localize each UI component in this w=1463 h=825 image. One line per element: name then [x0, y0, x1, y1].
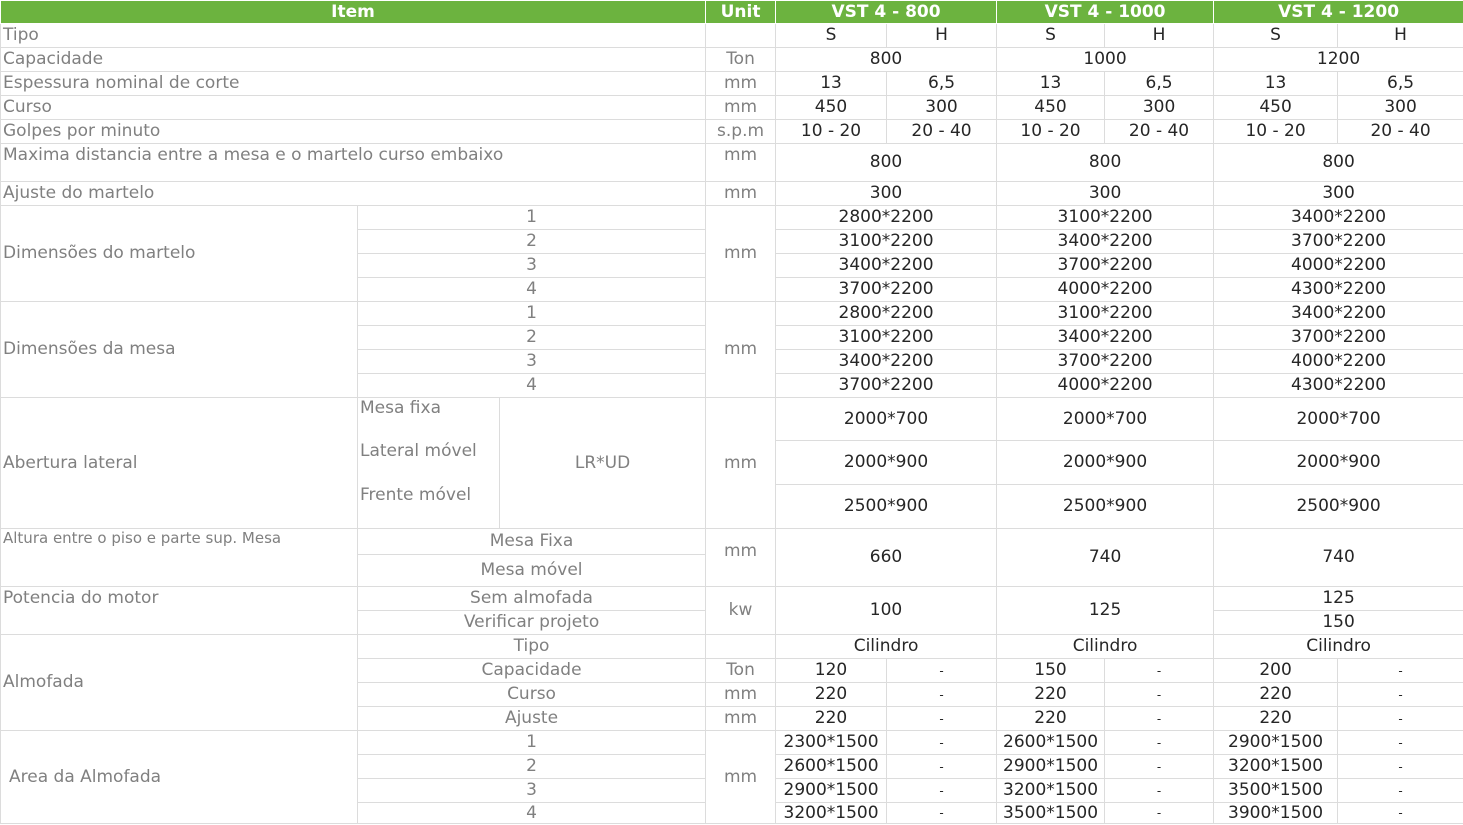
value-cell: H: [1105, 24, 1214, 48]
value-cell: 3700*2200: [1214, 230, 1463, 254]
value-cell: 2500*900: [776, 485, 997, 529]
value-cell: 2000*900: [997, 441, 1214, 485]
sub-label: 2: [358, 230, 706, 254]
value-cell: 1000: [997, 48, 1214, 72]
unit-cell: Ton: [706, 48, 776, 72]
unit-cell: [706, 635, 776, 659]
value-cell: 3400*2200: [1214, 302, 1463, 326]
value-cell: Cilindro: [997, 635, 1214, 659]
value-cell: -: [1105, 803, 1214, 824]
value-cell: -: [887, 803, 997, 824]
value-cell: Cilindro: [1214, 635, 1463, 659]
note-label: LR*UD: [500, 398, 706, 529]
row-golpes: [1, 120, 1463, 144]
value-cell: -: [1105, 659, 1214, 683]
value-cell: 2000*900: [776, 441, 997, 485]
sub-label: 4: [358, 803, 706, 824]
row-abertura: [1, 398, 1463, 441]
unit-cell: kw: [706, 587, 776, 635]
unit-cell: Ton: [706, 659, 776, 683]
value-cell: 2600*1500: [776, 755, 887, 779]
sub-label: 3: [358, 254, 706, 278]
value-cell: 740: [1214, 529, 1463, 587]
value-cell: 3700*2200: [776, 278, 997, 302]
value-cell: 450: [997, 96, 1105, 120]
header-model: VST 4 - 1000: [997, 1, 1214, 24]
value-cell: 2000*700: [1214, 398, 1463, 441]
value-cell: 10 - 20: [997, 120, 1105, 144]
value-cell: 220: [776, 683, 887, 707]
row-label: Abertura lateral: [1, 398, 358, 529]
unit-cell: mm: [706, 302, 776, 398]
value-cell: 20 - 40: [887, 120, 997, 144]
row-label: Maxima distancia entre a mesa e o martelo curso embaixo: [1, 144, 706, 182]
value-cell: Cilindro: [776, 635, 997, 659]
value-cell: 3700*2200: [776, 374, 997, 398]
value-cell: 3100*2200: [776, 326, 997, 350]
value-cell: 220: [997, 683, 1105, 707]
value-cell: S: [1214, 24, 1338, 48]
value-cell: 4300*2200: [1214, 278, 1463, 302]
unit-cell: mm: [706, 683, 776, 707]
value-cell: 4000*2200: [1214, 254, 1463, 278]
value-cell: -: [1105, 683, 1214, 707]
sub-label: 4: [358, 278, 706, 302]
value-cell: 20 - 40: [1338, 120, 1463, 144]
sub-label: Mesa móvel: [358, 555, 706, 587]
unit-cell: mm: [706, 72, 776, 96]
value-cell: 220: [776, 707, 887, 731]
row-almofada: [1, 635, 1463, 659]
sub-label: Ajuste: [358, 707, 706, 731]
value-cell: 3900*1500: [1214, 803, 1338, 824]
unit-cell: [706, 24, 776, 48]
row-label: Potencia do motor: [1, 587, 358, 635]
value-cell: 2500*900: [1214, 485, 1463, 529]
value-cell: 450: [776, 96, 887, 120]
row-label: Dimensões da mesa: [1, 302, 358, 398]
value-cell: -: [1338, 755, 1463, 779]
value-cell: 660: [776, 529, 997, 587]
value-cell: 4000*2200: [1214, 350, 1463, 374]
value-cell: 3400*2200: [776, 254, 997, 278]
value-cell: 3100*2200: [997, 302, 1214, 326]
value-cell: -: [1338, 683, 1463, 707]
row-area: [1, 731, 1463, 755]
sub-label: 1: [358, 206, 706, 230]
row-espessura: [1, 72, 1463, 96]
unit-cell: mm: [706, 707, 776, 731]
unit-cell: mm: [706, 529, 776, 587]
value-cell: 300: [1214, 182, 1463, 206]
value-cell: -: [1338, 731, 1463, 755]
value-cell: 220: [1214, 707, 1338, 731]
header-row: [1, 1, 1463, 24]
value-cell: -: [887, 731, 997, 755]
value-cell: 4000*2200: [997, 374, 1214, 398]
value-cell: 3400*2200: [776, 350, 997, 374]
value-cell: 13: [776, 72, 887, 96]
value-cell: 2900*1500: [1214, 731, 1338, 755]
value-cell: 450: [1214, 96, 1338, 120]
value-cell: 3500*1500: [997, 803, 1105, 824]
value-cell: 800: [776, 48, 997, 72]
value-cell: 6,5: [1105, 72, 1214, 96]
value-cell: -: [1105, 755, 1214, 779]
row-mesa: [1, 302, 1463, 326]
value-cell: 2000*700: [776, 398, 997, 441]
row-capacidade: [1, 48, 1463, 72]
value-cell: 100: [776, 587, 997, 635]
value-cell: 125: [1214, 587, 1463, 611]
value-cell: 20 - 40: [1105, 120, 1214, 144]
value-cell: 800: [1214, 144, 1463, 182]
row-maxdist: [1, 144, 1463, 182]
sub-label: Curso: [358, 683, 706, 707]
value-cell: 2600*1500: [997, 731, 1105, 755]
row-label: Golpes por minuto: [1, 120, 706, 144]
value-cell: 13: [1214, 72, 1338, 96]
value-cell: 3700*2200: [997, 350, 1214, 374]
value-cell: 6,5: [1338, 72, 1463, 96]
row-label: Area da Almofada: [1, 731, 358, 824]
value-cell: 150: [997, 659, 1105, 683]
header-model: VST 4 - 1200: [1214, 1, 1463, 24]
row-label: Ajuste do martelo: [1, 182, 706, 206]
value-cell: 125: [997, 587, 1214, 635]
row-ajuste: [1, 182, 1463, 206]
value-cell: -: [1338, 803, 1463, 824]
value-cell: 2500*900: [997, 485, 1214, 529]
value-cell: 120: [776, 659, 887, 683]
value-cell: H: [887, 24, 997, 48]
row-label: Almofada: [1, 635, 358, 731]
sub-label: 4: [358, 374, 706, 398]
value-cell: 3500*1500: [1214, 779, 1338, 803]
value-cell: 3200*1500: [997, 779, 1105, 803]
value-cell: -: [1105, 779, 1214, 803]
sub-label: 1: [358, 302, 706, 326]
row-label: Dimensões do martelo: [1, 206, 358, 302]
value-cell: -: [887, 659, 997, 683]
value-cell: 3400*2200: [997, 230, 1214, 254]
value-cell: 300: [776, 182, 997, 206]
value-cell: 220: [997, 707, 1105, 731]
sub-label: Mesa Fixa: [358, 529, 706, 555]
sub-label: Tipo: [358, 635, 706, 659]
header-model: VST 4 - 800: [776, 1, 997, 24]
value-cell: 4000*2200: [997, 278, 1214, 302]
unit-cell: mm: [706, 398, 776, 529]
unit-cell: mm: [706, 206, 776, 302]
sub-label: 3: [358, 779, 706, 803]
value-cell: 740: [997, 529, 1214, 587]
row-martelo: [1, 206, 1463, 230]
value-cell: 800: [997, 144, 1214, 182]
value-cell: H: [1338, 24, 1463, 48]
value-cell: 2900*1500: [776, 779, 887, 803]
sub-label: Sem almofada: [358, 587, 706, 611]
row-potencia: [1, 587, 1463, 611]
value-cell: 4300*2200: [1214, 374, 1463, 398]
sub-label: 1: [358, 731, 706, 755]
value-cell: 300: [887, 96, 997, 120]
row-label: Altura entre o piso e parte sup. Mesa: [1, 529, 358, 587]
row-label: Espessura nominal de corte: [1, 72, 706, 96]
value-cell: S: [776, 24, 887, 48]
sub-label: Verificar projeto: [358, 611, 706, 635]
value-cell: 3400*2200: [997, 326, 1214, 350]
value-cell: 3100*2200: [997, 206, 1214, 230]
value-cell: 2300*1500: [776, 731, 887, 755]
value-cell: 200: [1214, 659, 1338, 683]
row-label: Tipo: [1, 24, 706, 48]
row-label: Curso: [1, 96, 706, 120]
value-cell: 2000*700: [997, 398, 1214, 441]
value-cell: 3200*1500: [1214, 755, 1338, 779]
value-cell: 10 - 20: [776, 120, 887, 144]
sub-label: Capacidade: [358, 659, 706, 683]
value-cell: 13: [997, 72, 1105, 96]
sub-label: 3: [358, 350, 706, 374]
unit-cell: mm: [706, 731, 776, 824]
value-cell: 10 - 20: [1214, 120, 1338, 144]
value-cell: 3400*2200: [1214, 206, 1463, 230]
unit-cell: mm: [706, 144, 776, 182]
value-cell: 300: [997, 182, 1214, 206]
value-cell: 6,5: [887, 72, 997, 96]
value-cell: -: [887, 683, 997, 707]
value-cell: 300: [1105, 96, 1214, 120]
row-label: Capacidade: [1, 48, 706, 72]
sub-label: 2: [358, 755, 706, 779]
value-cell: -: [1338, 779, 1463, 803]
value-cell: 220: [1214, 683, 1338, 707]
value-cell: 3100*2200: [776, 230, 997, 254]
value-cell: 3700*2200: [1214, 326, 1463, 350]
sub-label: 2: [358, 326, 706, 350]
header-item: Item: [1, 1, 706, 24]
value-cell: 1200: [1214, 48, 1463, 72]
value-cell: -: [887, 755, 997, 779]
sub-label: Frente móvel: [358, 485, 500, 529]
value-cell: -: [887, 779, 997, 803]
value-cell: 3700*2200: [997, 254, 1214, 278]
value-cell: 2900*1500: [997, 755, 1105, 779]
sub-label: Lateral móvel: [358, 441, 500, 485]
value-cell: -: [1105, 707, 1214, 731]
header-unit: Unit: [706, 1, 776, 24]
value-cell: 300: [1338, 96, 1463, 120]
row-curso: [1, 96, 1463, 120]
value-cell: 2000*900: [1214, 441, 1463, 485]
value-cell: -: [887, 707, 997, 731]
row-altura: [1, 529, 1463, 555]
value-cell: 2800*2200: [776, 206, 997, 230]
value-cell: S: [997, 24, 1105, 48]
sub-label: Mesa fixa: [358, 398, 500, 441]
value-cell: -: [1338, 707, 1463, 731]
value-cell: -: [1338, 659, 1463, 683]
row-tipo: [1, 24, 1463, 48]
value-cell: 2800*2200: [776, 302, 997, 326]
value-cell: 150: [1214, 611, 1463, 635]
value-cell: 3200*1500: [776, 803, 887, 824]
unit-cell: s.p.m: [706, 120, 776, 144]
value-cell: -: [1105, 731, 1214, 755]
unit-cell: mm: [706, 182, 776, 206]
value-cell: 800: [776, 144, 997, 182]
unit-cell: mm: [706, 96, 776, 120]
